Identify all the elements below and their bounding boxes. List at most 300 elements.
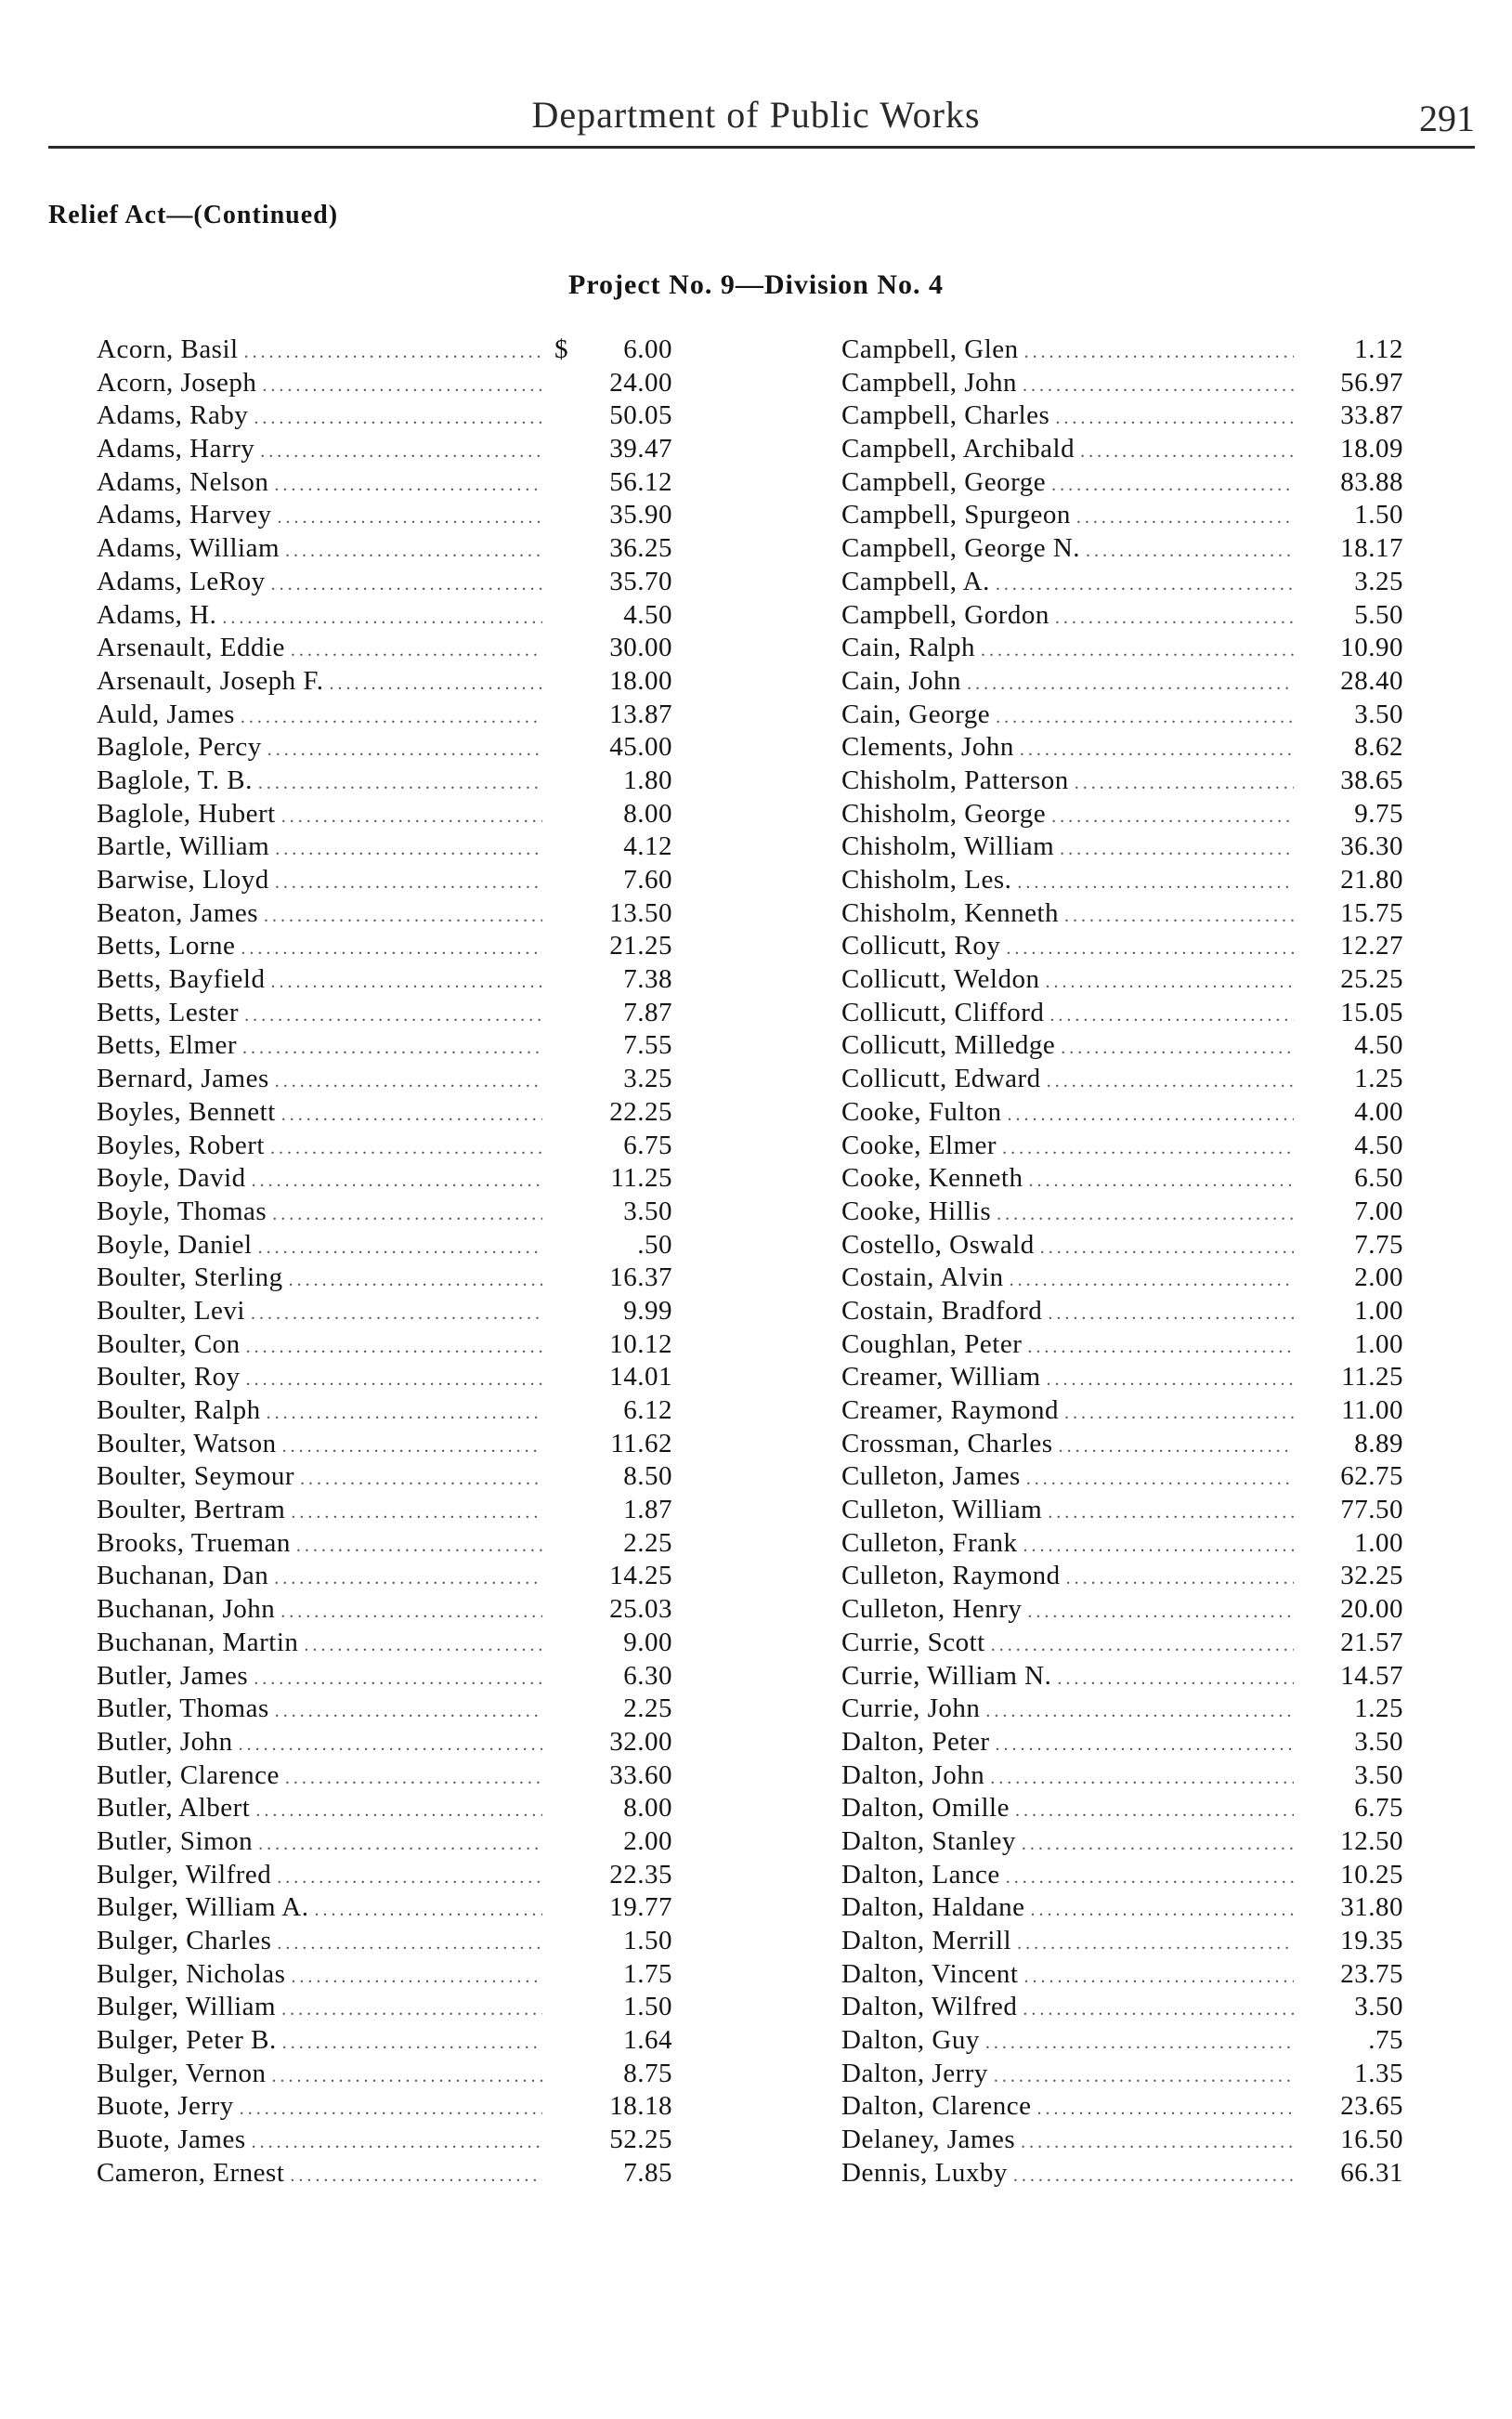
list-item <box>841 865 1403 898</box>
list-item <box>97 1628 672 1661</box>
dot-leader <box>304 1635 542 1656</box>
payee-name: Arsenault, Eddie <box>97 633 285 663</box>
payment-amount: 32.25 <box>1340 1561 1403 1591</box>
payment-amount: 1.12 <box>1354 334 1403 364</box>
dot-leader <box>281 806 542 828</box>
payment-amount: 3.50 <box>1354 1726 1403 1757</box>
payment-amount: 2.00 <box>1354 1262 1403 1293</box>
dot-leader <box>280 1602 542 1623</box>
payee-name: Currie, Scott <box>841 1627 985 1657</box>
list-item <box>97 865 672 898</box>
payee-name: Adams, William <box>97 533 280 564</box>
list-item <box>841 1992 1403 2025</box>
payee-name: Dalton, Jerry <box>841 2058 988 2088</box>
payee-name: Butler, Simon <box>97 1825 254 1856</box>
payee-name: Buote, James <box>97 2125 246 2155</box>
payee-name: Collicutt, Edward <box>841 1064 1041 1094</box>
payment-amount: 1.75 <box>623 1958 672 1989</box>
list-item <box>841 666 1403 700</box>
payment-amount: 33.60 <box>609 1759 672 1790</box>
payment-amount: 30.00 <box>609 633 672 663</box>
dot-leader <box>1055 408 1294 429</box>
payee-name: Bulger, Wilfred <box>97 1859 272 1889</box>
dot-leader <box>254 1668 542 1690</box>
payee-name: Bulger, Charles <box>97 1926 272 1955</box>
page-number: 291 <box>1419 98 1475 139</box>
list-item <box>841 2158 1403 2191</box>
payee-name: Boyle, Daniel <box>97 1229 253 1260</box>
dot-leader <box>258 1237 542 1259</box>
dot-leader <box>272 2066 542 2087</box>
list-item <box>97 1064 672 1097</box>
payment-amount: 77.50 <box>1340 1495 1403 1525</box>
payment-amount: 1.50 <box>623 1992 672 2022</box>
list-item <box>97 700 672 733</box>
payment-amount: 56.12 <box>609 466 672 497</box>
payment-amount: 12.50 <box>1340 1825 1403 1856</box>
list-item <box>841 1461 1403 1495</box>
payee-name: Costello, Oswald <box>841 1229 1035 1260</box>
payment-amount: 1.50 <box>1354 500 1403 530</box>
dot-leader <box>278 507 542 529</box>
dot-leader <box>1045 972 1294 993</box>
payment-amount: 14.01 <box>609 1362 672 1393</box>
dot-leader <box>272 1204 542 1225</box>
payee-name: Boyle, Thomas <box>97 1196 267 1226</box>
payment-amount: 4.12 <box>623 831 672 862</box>
dot-leader <box>1057 1668 1294 1690</box>
list-item <box>97 1329 672 1363</box>
dot-leader <box>260 441 542 463</box>
dot-leader <box>285 1768 542 1789</box>
list-item <box>97 633 672 666</box>
payee-name: Currie, William N. <box>841 1660 1052 1691</box>
payee-name: Dalton, John <box>841 1759 985 1790</box>
dot-leader <box>251 1303 542 1325</box>
dot-leader <box>1028 1170 1294 1192</box>
list-item <box>841 400 1403 434</box>
payee-name: Betts, Lorne <box>97 931 236 961</box>
dot-leader <box>1051 475 1294 496</box>
dot-leader <box>255 1800 542 1822</box>
payee-name: Dalton, Wilfred <box>841 1992 1018 2022</box>
dot-leader <box>1064 1403 1294 1424</box>
dot-leader <box>240 2099 542 2120</box>
payee-name: Dalton, Haldane <box>841 1892 1025 1923</box>
payment-amount: 1.80 <box>623 765 672 795</box>
dot-leader <box>241 938 542 960</box>
payment-amount: 25.03 <box>609 1594 672 1625</box>
payee-name: Boulter, Seymour <box>97 1461 295 1492</box>
list-item <box>97 964 672 998</box>
payment-amount: 1.64 <box>623 2025 672 2056</box>
payment-amount: 4.50 <box>623 599 672 630</box>
list-item <box>841 1429 1403 1462</box>
list-item <box>841 2025 1403 2059</box>
section-heading: Relief Act—(Continued) <box>48 201 339 229</box>
payment-amount: .75 <box>1368 2025 1403 2056</box>
dot-leader <box>241 707 542 728</box>
list-item <box>97 1395 672 1429</box>
payee-name: Boyle, David <box>97 1163 246 1194</box>
payment-amount: 1.00 <box>1354 1328 1403 1359</box>
list-item <box>97 2025 672 2059</box>
dot-leader <box>296 1536 542 1557</box>
dot-leader <box>991 1635 1294 1656</box>
dot-leader <box>262 375 542 397</box>
list-item <box>97 1495 672 1528</box>
payee-name: Cooke, Fulton <box>841 1096 1002 1127</box>
payee-name: Baglole, Percy <box>97 732 262 763</box>
dot-leader <box>996 1734 1294 1756</box>
dot-leader <box>1055 608 1294 629</box>
dot-leader <box>282 1436 542 1458</box>
dot-leader <box>990 1768 1294 1789</box>
payee-name: Cooke, Elmer <box>841 1130 997 1160</box>
dot-leader <box>1026 1469 1294 1490</box>
payee-name: Dalton, Omille <box>841 1793 1010 1824</box>
dot-leader <box>244 1005 542 1026</box>
list-item <box>841 1262 1403 1296</box>
list-item <box>97 400 672 434</box>
payment-amount: 19.77 <box>609 1892 672 1923</box>
payee-name: Campbell, A. <box>841 566 990 596</box>
list-item <box>841 1163 1403 1196</box>
payment-amount: 31.80 <box>1340 1892 1403 1923</box>
payment-amount: 18.00 <box>609 665 672 696</box>
dot-leader <box>994 2066 1294 2087</box>
dot-leader <box>300 1469 542 1490</box>
list-item <box>97 1926 672 1959</box>
list-item <box>841 1097 1403 1131</box>
list-item <box>97 533 672 567</box>
payment-amount: 10.25 <box>1340 1859 1403 1889</box>
payee-name: Creamer, William <box>841 1362 1041 1393</box>
list-item <box>841 1230 1403 1263</box>
list-item <box>97 1561 672 1594</box>
payment-amount: 6.30 <box>623 1660 672 1691</box>
payment-amount: 32.00 <box>609 1726 672 1757</box>
list-item <box>97 2091 672 2125</box>
payment-amount: 11.25 <box>1341 1362 1403 1393</box>
list-item <box>97 1262 672 1296</box>
list-item <box>97 831 672 865</box>
payment-amount: 10.90 <box>1340 633 1403 663</box>
payment-amount: 66.31 <box>1340 2157 1403 2188</box>
payment-amount: 22.25 <box>609 1096 672 1127</box>
list-item <box>97 1892 672 1926</box>
payee-name: Chisholm, William <box>841 831 1055 862</box>
payment-amount: 33.87 <box>1340 400 1403 431</box>
list-item <box>841 1131 1403 1164</box>
list-item <box>841 1495 1403 1528</box>
list-item <box>97 799 672 832</box>
dot-leader <box>246 1369 542 1391</box>
payee-name: Bernard, James <box>97 1064 269 1094</box>
payee-name: Campbell, John <box>841 367 1018 398</box>
list-item <box>97 500 672 533</box>
list-item <box>841 1892 1403 1926</box>
dot-leader <box>277 1933 542 1955</box>
payee-name: Cain, George <box>841 699 991 729</box>
payment-amount: 18.17 <box>1340 533 1403 564</box>
payment-amount: 35.70 <box>609 566 672 596</box>
dot-leader <box>244 342 542 363</box>
list-item <box>97 1230 672 1263</box>
dot-leader <box>267 739 542 761</box>
dot-leader <box>1060 839 1294 860</box>
payment-amount: 35.90 <box>609 500 672 530</box>
payee-name: Acorn, Joseph <box>97 367 257 398</box>
dot-leader <box>1002 1138 1294 1159</box>
list-item <box>97 1461 672 1495</box>
currency-sign: $ <box>554 334 568 364</box>
payee-name: Collicutt, Clifford <box>841 997 1045 1027</box>
payment-amount: 23.65 <box>1340 2091 1403 2122</box>
list-item <box>97 368 672 401</box>
list-item <box>841 1594 1403 1628</box>
payee-name: Dalton, Clarence <box>841 2091 1032 2122</box>
list-item <box>841 2091 1403 2125</box>
payment-amount: 12.27 <box>1340 931 1403 961</box>
dot-leader <box>258 773 542 794</box>
payee-name: Campbell, Gordon <box>841 599 1049 630</box>
payee-name: Buchanan, Dan <box>97 1561 269 1591</box>
list-item <box>841 633 1403 666</box>
list-item <box>97 2125 672 2158</box>
dot-leader <box>1007 1105 1294 1126</box>
payee-name: Boulter, Roy <box>97 1362 241 1393</box>
list-item <box>841 1661 1403 1694</box>
payment-amount: 4.50 <box>1354 1130 1403 1160</box>
payee-name: Dalton, Merrill <box>841 1926 1012 1955</box>
list-item <box>841 998 1403 1031</box>
dot-leader <box>277 1867 542 1889</box>
payee-name: Chisholm, Kenneth <box>841 897 1060 928</box>
dot-leader <box>291 1967 542 1988</box>
payment-amount: 8.50 <box>623 1461 672 1492</box>
dot-leader <box>996 707 1294 728</box>
dot-leader <box>1059 1436 1294 1458</box>
list-item <box>841 434 1403 467</box>
payment-amount: 6.75 <box>1354 1793 1403 1824</box>
payee-name: Butler, Thomas <box>97 1693 269 1724</box>
list-item <box>97 998 672 1031</box>
payment-amount: 19.35 <box>1340 1926 1403 1955</box>
dot-leader <box>270 1138 542 1159</box>
payment-amount: 21.80 <box>1340 865 1403 895</box>
list-item <box>841 334 1403 368</box>
payee-name: Culleton, Henry <box>841 1594 1023 1625</box>
payee-name: Bulger, William A. <box>97 1892 309 1923</box>
payment-amount: 3.50 <box>1354 699 1403 729</box>
dot-leader <box>239 1734 542 1756</box>
list-item <box>97 1131 672 1164</box>
payment-amount: 21.57 <box>1340 1627 1403 1657</box>
payee-name: Clements, John <box>841 732 1014 763</box>
payment-amount: 6.00 <box>623 334 672 364</box>
payee-name: Dalton, Stanley <box>841 1825 1016 1856</box>
list-item <box>841 1793 1403 1826</box>
payment-amount: 14.25 <box>609 1561 672 1591</box>
payee-name: Currie, John <box>841 1693 981 1724</box>
list-item <box>97 2059 672 2092</box>
dot-leader <box>291 640 542 661</box>
payment-amount: 11.62 <box>610 1428 672 1458</box>
dot-leader <box>1066 1568 1294 1589</box>
payee-name: Culleton, Raymond <box>841 1561 1061 1591</box>
payment-amount: 1.00 <box>1354 1527 1403 1558</box>
list-item <box>841 533 1403 567</box>
list-item <box>97 1196 672 1230</box>
payment-amount: 1.00 <box>1354 1295 1403 1326</box>
payee-name: Boyles, Robert <box>97 1130 265 1160</box>
dot-leader <box>981 640 1294 661</box>
dot-leader <box>274 1568 542 1589</box>
list-item <box>97 1826 672 1860</box>
list-item <box>97 2158 672 2191</box>
dot-leader <box>314 1900 542 1921</box>
dot-leader <box>985 2033 1294 2054</box>
payee-name: Adams, Harvey <box>97 500 272 530</box>
list-item <box>97 1693 672 1727</box>
payment-amount: 1.25 <box>1354 1693 1403 1724</box>
right-payee-list <box>841 334 1403 2191</box>
list-item <box>841 799 1403 832</box>
payment-amount: 7.87 <box>623 997 672 1027</box>
payee-name: Campbell, George N. <box>841 533 1081 564</box>
payee-name: Butler, Clarence <box>97 1759 280 1790</box>
dot-leader <box>281 1105 542 1126</box>
list-item <box>841 898 1403 932</box>
list-item <box>97 1661 672 1694</box>
dot-leader <box>996 574 1294 595</box>
payee-name: Dalton, Guy <box>841 2025 980 2056</box>
list-item <box>841 500 1403 533</box>
project-heading: Project No. 9—Division No. 4 <box>567 269 945 300</box>
payee-name: Auld, James <box>97 699 235 729</box>
payment-amount: 11.00 <box>1341 1395 1403 1425</box>
dot-leader <box>1036 2099 1294 2120</box>
payment-amount: 1.87 <box>623 1495 672 1525</box>
payee-name: Campbell, Glen <box>841 334 1019 364</box>
payee-name: Betts, Elmer <box>97 1030 237 1061</box>
payee-name: Adams, H. <box>97 599 217 630</box>
payee-name: Adams, Nelson <box>97 466 269 497</box>
payee-name: Boyles, Bennett <box>97 1096 276 1127</box>
payment-amount: 24.00 <box>609 367 672 398</box>
dot-leader <box>1086 541 1294 562</box>
dot-leader <box>281 1999 542 2020</box>
dot-leader <box>1023 1967 1294 1988</box>
payee-name: Bulger, William <box>97 1992 277 2022</box>
dot-leader <box>275 839 542 860</box>
payment-amount: 3.50 <box>1354 1992 1403 2022</box>
payment-amount: 3.50 <box>1354 1759 1403 1790</box>
dot-leader <box>222 608 542 629</box>
payee-name: Cain, Ralph <box>841 633 976 663</box>
dot-leader <box>1075 773 1294 794</box>
list-item <box>841 1860 1403 1893</box>
list-item <box>841 1959 1403 1993</box>
dot-leader <box>1061 1038 1294 1059</box>
dot-leader <box>1049 1005 1294 1026</box>
list-item <box>97 1296 672 1329</box>
payment-amount: 1.50 <box>623 1926 672 1955</box>
list-item <box>841 1693 1403 1727</box>
payment-amount: 16.37 <box>609 1262 672 1293</box>
list-item <box>97 1727 672 1760</box>
dot-leader <box>1064 906 1294 927</box>
dot-leader <box>274 475 542 496</box>
dot-leader <box>1040 1237 1294 1259</box>
payment-amount: 9.75 <box>1354 798 1403 829</box>
list-item <box>841 765 1403 799</box>
payment-amount: 18.18 <box>609 2091 672 2122</box>
payee-name: Betts, Bayfield <box>97 964 266 995</box>
list-item <box>97 898 672 932</box>
payment-amount: 20.00 <box>1340 1594 1403 1625</box>
dot-leader <box>1022 1834 1294 1855</box>
left-payee-list <box>97 334 672 2191</box>
payee-name: Crossman, Charles <box>841 1428 1053 1458</box>
list-item <box>841 2059 1403 2092</box>
payment-amount: 4.00 <box>1354 1096 1403 1127</box>
payee-name: Barwise, Lloyd <box>97 865 269 895</box>
dot-leader <box>275 1071 542 1092</box>
payment-amount: 7.60 <box>623 865 672 895</box>
payment-amount: 14.57 <box>1340 1660 1403 1691</box>
payee-name: Dalton, Peter <box>841 1726 990 1757</box>
list-item <box>97 1429 672 1462</box>
payment-amount: 16.50 <box>1340 2125 1403 2155</box>
payment-amount: 7.38 <box>623 964 672 995</box>
list-item <box>97 1097 672 1131</box>
payee-name: Butler, Albert <box>97 1793 251 1824</box>
list-item <box>841 1395 1403 1429</box>
payee-name: Bulger, Nicholas <box>97 1958 286 1989</box>
payee-name: Collicutt, Roy <box>841 931 1001 961</box>
dot-leader <box>258 1834 542 1855</box>
dot-leader <box>1023 375 1294 397</box>
payment-amount: 2.00 <box>623 1825 672 1856</box>
list-item <box>841 1064 1403 1097</box>
list-item <box>97 931 672 964</box>
payment-amount: 3.25 <box>1354 566 1403 596</box>
payment-amount: 8.75 <box>623 2058 672 2088</box>
dot-leader <box>289 1270 542 1291</box>
payment-amount: 39.47 <box>609 434 672 464</box>
payment-amount: 15.05 <box>1340 997 1403 1027</box>
list-item <box>841 964 1403 998</box>
list-item <box>841 1329 1403 1363</box>
payee-name: Boulter, Bertram <box>97 1495 286 1525</box>
list-item <box>97 1760 672 1794</box>
dot-leader <box>1017 872 1294 894</box>
payee-name: Boulter, Ralph <box>97 1395 261 1425</box>
dot-leader <box>1020 739 1294 761</box>
payment-amount: 3.25 <box>623 1064 672 1094</box>
dot-leader <box>967 673 1294 695</box>
payment-amount: 83.88 <box>1340 466 1403 497</box>
dot-leader <box>1027 1602 1294 1623</box>
payee-name: Creamer, Raymond <box>841 1395 1059 1425</box>
payment-amount: 1.35 <box>1354 2058 1403 2088</box>
payment-amount: 22.35 <box>609 1859 672 1889</box>
payee-name: Cameron, Ernest <box>97 2157 285 2188</box>
dot-leader <box>1013 2165 1294 2187</box>
list-item <box>841 831 1403 865</box>
